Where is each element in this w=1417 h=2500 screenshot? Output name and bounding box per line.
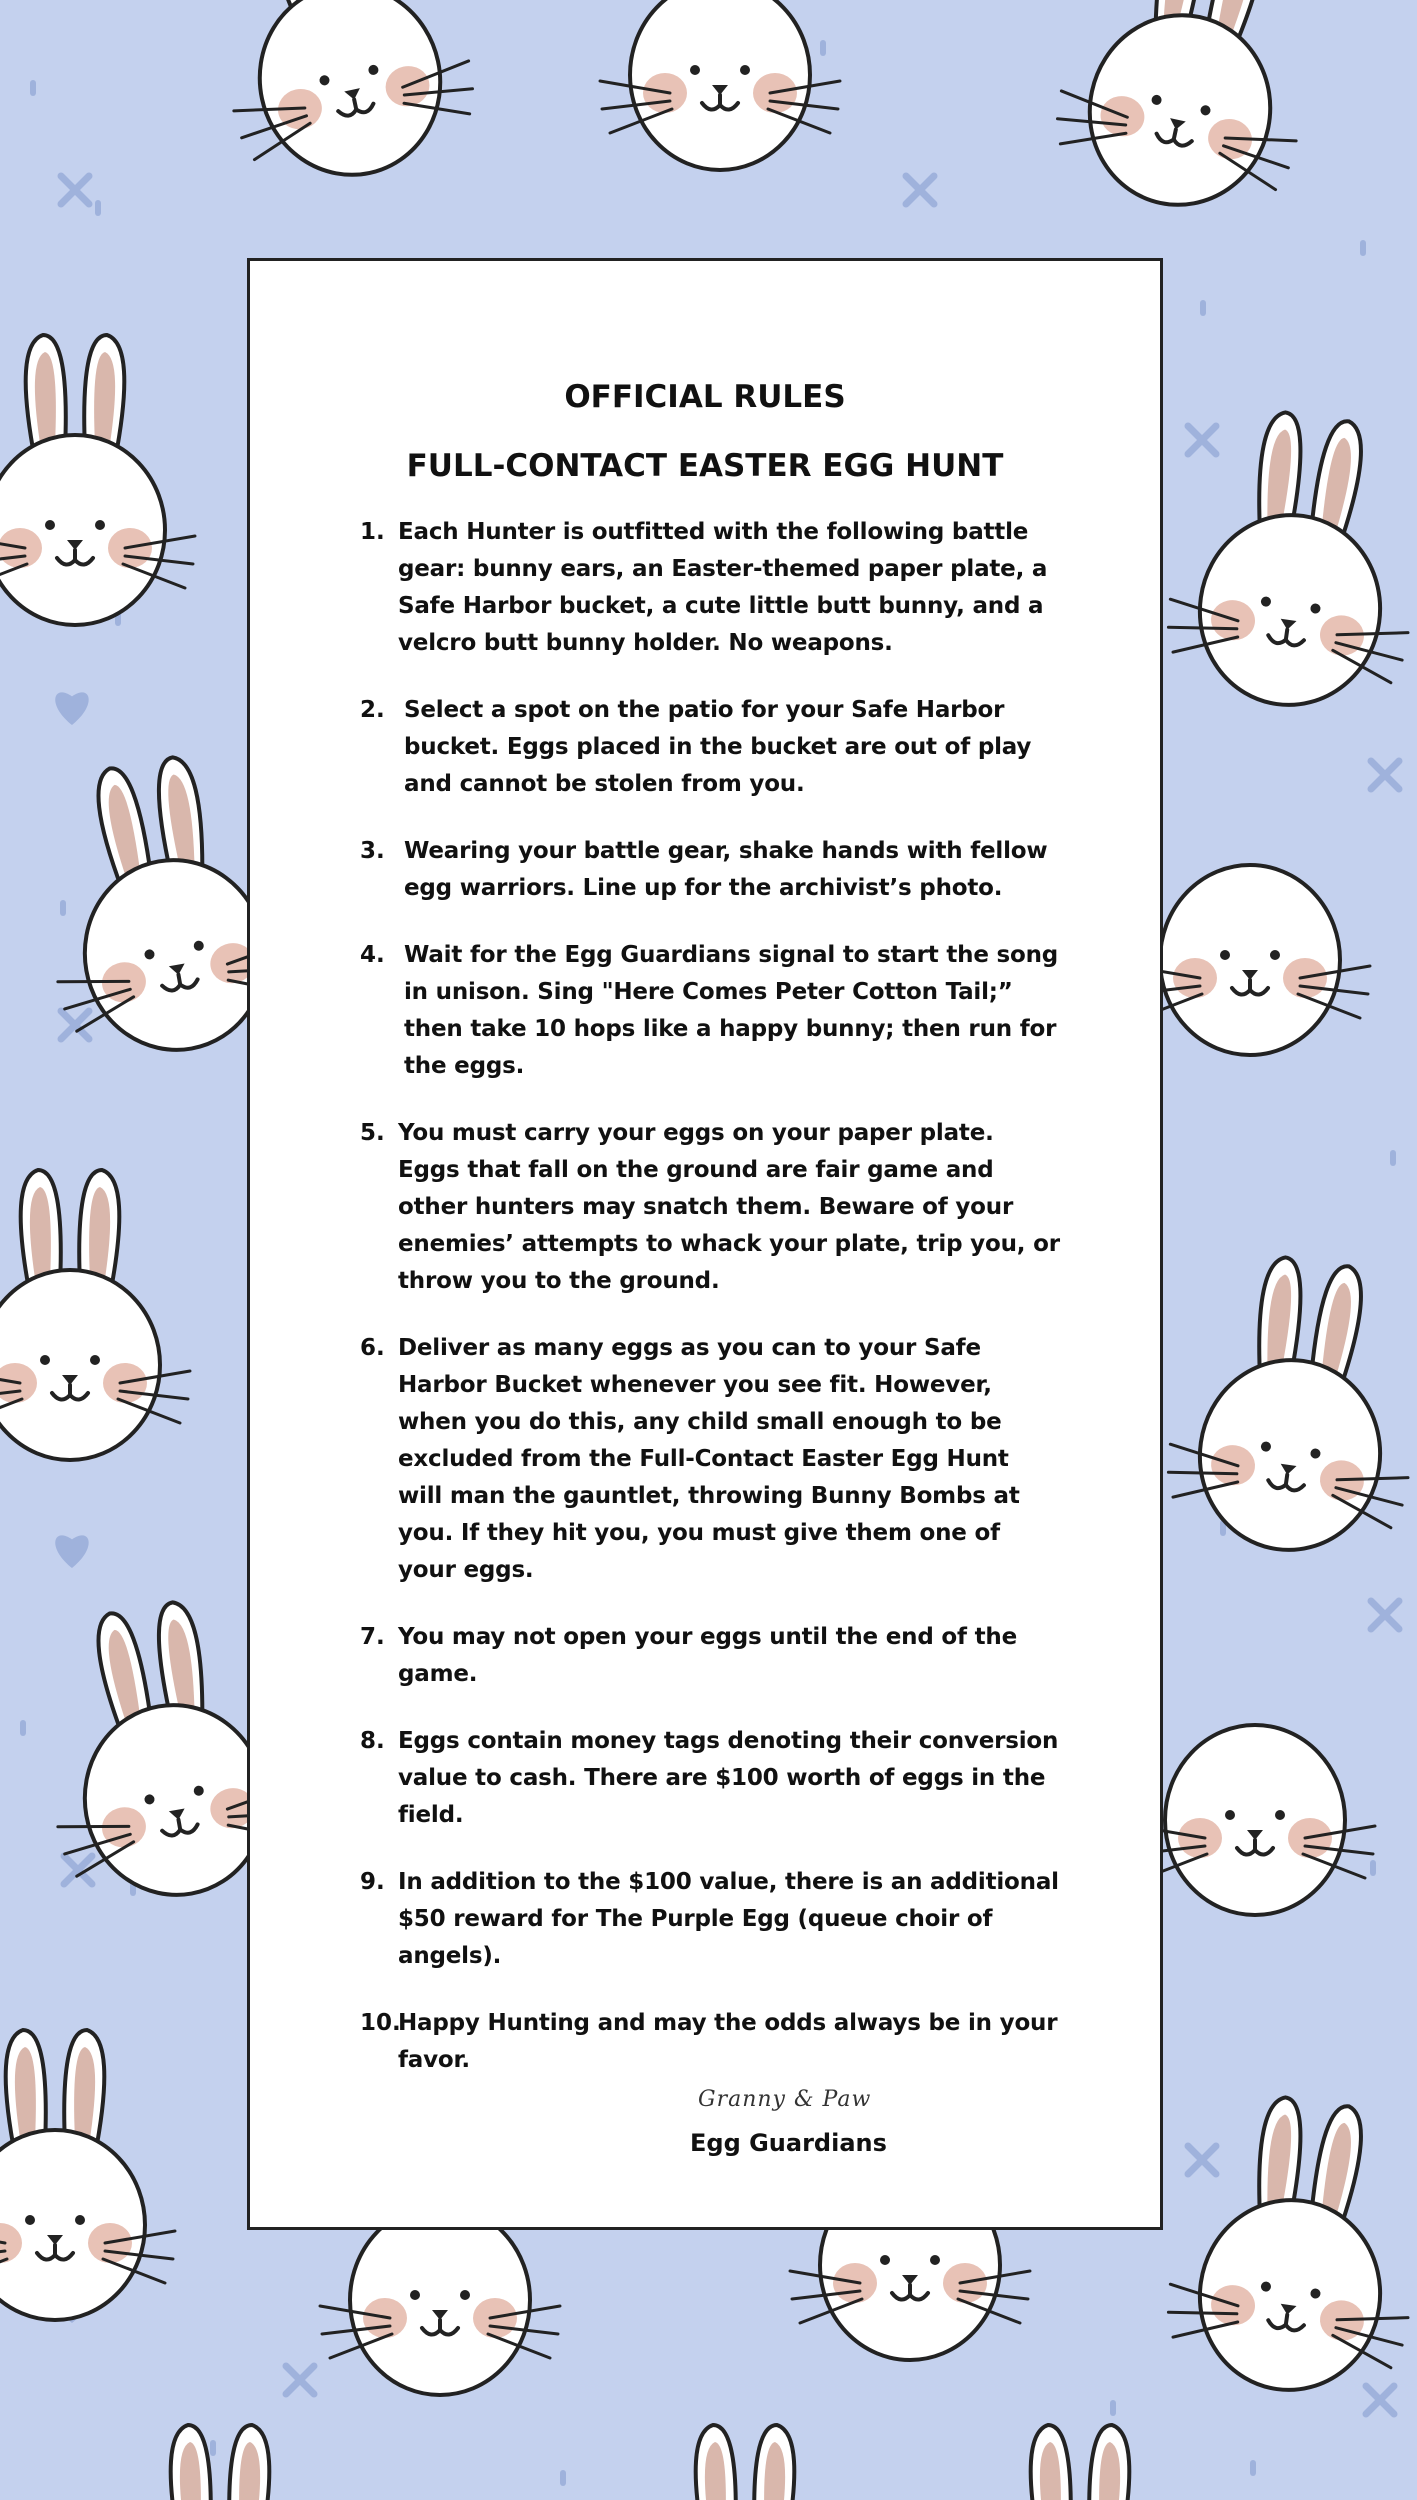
rule-number: 7. [360, 1624, 385, 1650]
rule-item [360, 1864, 1060, 1975]
rule-text: Wearing your battle gear, shake hands with fellow egg warriors. Line up for the archivist’s photo. [404, 838, 1048, 901]
signer-title: Egg Guardians [690, 2129, 887, 2157]
rule-number: 5. [360, 1120, 385, 1146]
rule-item [360, 1115, 1060, 1300]
rule-item [360, 1330, 1060, 1589]
rule-number: 4. [360, 942, 385, 968]
rule-number: 3. [360, 838, 385, 864]
handwritten-signature: Granny & Paw [698, 2087, 872, 2112]
page-subtitle: FULL-CONTACT EASTER EGG HUNT [406, 448, 1004, 484]
rule-text: In addition to the $100 value, there is an additional $50 reward for The Purple Egg (queue choir of angels). [398, 1869, 1059, 1969]
rule-item [360, 1619, 1060, 1693]
rule-text: You may not open your eggs until the end of the game. [398, 1624, 1017, 1687]
rule-text: Happy Hunting and may the odds always be in your favor. [398, 2010, 1058, 2073]
rule-text: Wait for the Egg Guardians signal to start the song in unison. Sing "Here Comes Peter Cotton Tail;” then take 10 hops like a happy bunny; then run for the eggs. [404, 942, 1059, 1079]
rule-text: Select a spot on the patio for your Safe Harbor bucket. Eggs placed in the bucket are out of play and cannot be stolen from you. [404, 697, 1032, 797]
rule-number: 6. [360, 1335, 385, 1361]
rule-text: Each Hunter is outfitted with the following battle gear: bunny ears, an Easter-themed paper plate, a Safe Harbor bucket, a cute little butt bunny, and a velcro butt bunny holder. No weapons. [398, 519, 1048, 656]
rule-item [360, 692, 1060, 803]
rule-number: 2. [360, 697, 385, 723]
rules-list [360, 514, 1060, 2109]
rule-number: 9. [360, 1869, 385, 1895]
rule-text: Deliver as many eggs as you can to your Safe Harbor Bucket whenever you see fit. However, when you do this, any child small enough to be excluded from the Full-Contact Easter Egg Hunt will man the gauntlet, throwing Bunny Bombs at you. If they hit you, you must give them one of your eggs. [398, 1335, 1020, 1583]
rule-text: Eggs contain money tags denoting their conversion value to cash. There are $100 worth of eggs in the field. [398, 1728, 1059, 1828]
rules-card [247, 258, 1163, 2230]
rule-text: You must carry your eggs on your paper plate. Eggs that fall on the ground are fair game and other hunters may snatch them. Beware of your enemies’ attempts to whack your plate, trip you, or throw you to the ground. [398, 1120, 1060, 1294]
rule-number: 1. [360, 519, 385, 545]
rule-item [360, 833, 1060, 907]
rule-item [360, 937, 1060, 1085]
page-title: OFFICIAL RULES [564, 379, 846, 415]
rule-item [360, 1723, 1060, 1834]
rule-item [360, 514, 1060, 662]
rule-item [360, 2005, 1060, 2079]
rule-number: 10. [360, 2010, 401, 2036]
rule-number: 8. [360, 1728, 385, 1754]
